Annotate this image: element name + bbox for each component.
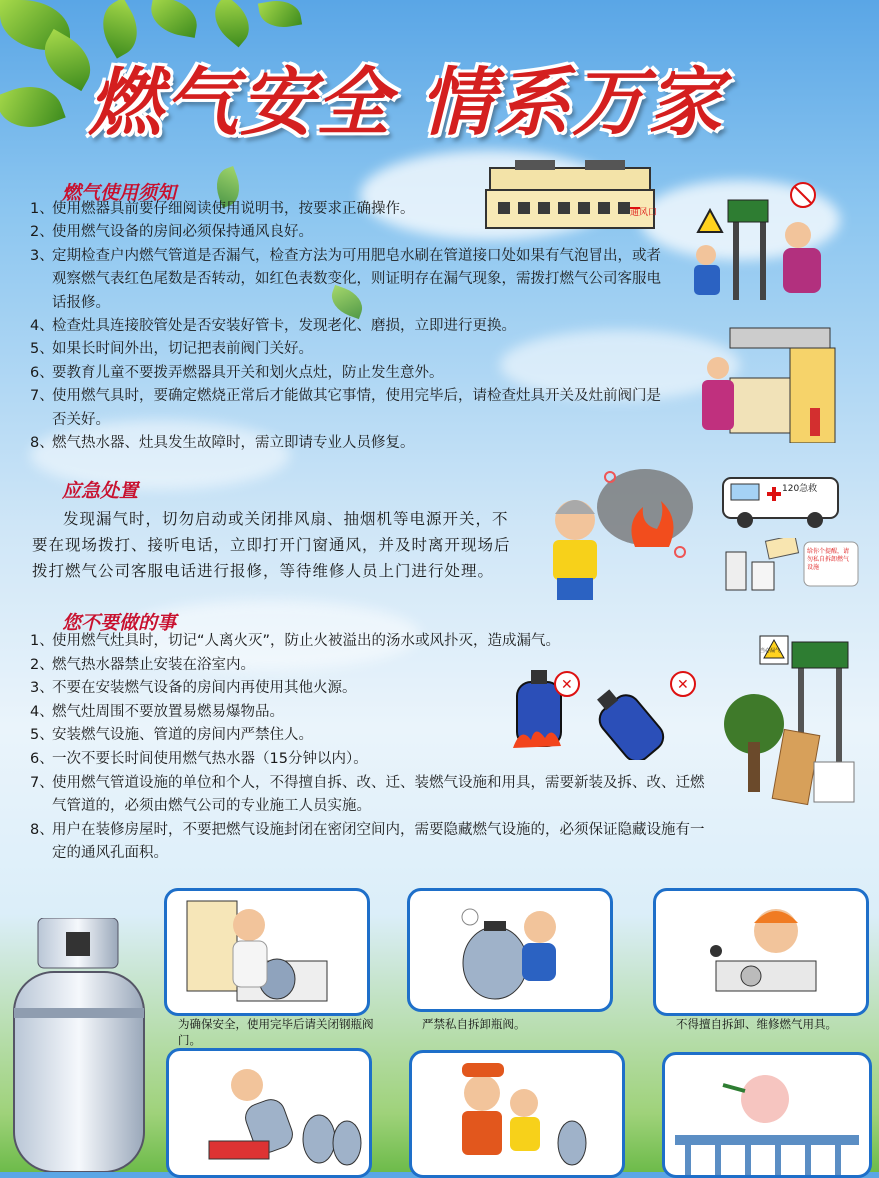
meter-check-illustration bbox=[688, 180, 838, 305]
list-item: 8、 用户在装修房屋时，不要把燃气设施封闭在密闭空间内，需要隐藏燃气设施的，必须保证隐藏设施有一定的通风孔面积。 bbox=[30, 821, 705, 862]
gas-cylinders-warning-illustration bbox=[505, 660, 705, 760]
kitchen-illustration bbox=[690, 318, 840, 443]
list-item: 2、 燃气热水器禁止安装在浴室内。 bbox=[30, 656, 255, 673]
note-card-text: 给你个提醒，请勿私自拆卸燃气设施 bbox=[807, 548, 850, 571]
svg-text:✕: ✕ bbox=[677, 677, 689, 693]
comic-panel-cylinders bbox=[166, 1048, 372, 1178]
list-item: 5、 如果长时间外出，切记把表前阀门关好。 bbox=[30, 341, 313, 358]
list-item: 1、 使用燃气灶具时，切记“人离火灭”，防止火被溢出的汤水或风扑灭，造成漏气。 bbox=[30, 633, 561, 649]
gas-leak-illustration bbox=[535, 462, 695, 607]
emergency-paragraph: 发现漏气时，切勿启动或关闭排风扇、抽烟机等电源开关，不要在现场拨打、接听电话，立即打开门窗通风，并及时离开现场后拨打燃气公司客服电话进行报修，等待维修人员上门进行处理。 bbox=[32, 510, 511, 580]
section-heading-usage: 燃气使用须知 bbox=[62, 182, 177, 204]
comic-panel-balcony bbox=[662, 1052, 872, 1178]
usage-list bbox=[30, 198, 670, 455]
ambulance-label: 120急救 bbox=[782, 484, 818, 494]
vent-label: 通风口 bbox=[630, 208, 658, 218]
section-heading-emergency: 应急处置 bbox=[62, 480, 139, 502]
list-item: 4、 燃气灶周围不要放置易燃易爆物品。 bbox=[30, 703, 284, 720]
caution-sign-text: 当心漏气 bbox=[760, 648, 781, 654]
caption-close-valve: 为确保安全，使用完毕后请关闭钢瓶阀门。 bbox=[178, 1017, 374, 1047]
caption-no-repair: 不得擅自拆卸、维修燃气用具。 bbox=[676, 1017, 837, 1031]
list-item: 5、 安装燃气设施、管道的房间内严禁住人。 bbox=[30, 727, 313, 744]
big-gas-cylinder-illustration bbox=[10, 918, 150, 1172]
comic-panel-no-repair bbox=[653, 888, 869, 1016]
list-item: 4、 检查灶具连接胶管处是否安装好管卡，发现老化、磨损，立即进行更换。 bbox=[30, 318, 516, 335]
poster-title: 燃气安全 情系万家 bbox=[88, 60, 724, 146]
list-item: 1、 使用燃器具前要仔细阅读使用说明书，按要求正确操作。 bbox=[30, 201, 415, 217]
list-item: 8、 燃气热水器、灶具发生故障时，需立即请专业人员修复。 bbox=[30, 435, 415, 452]
list-item: 7、 使用燃气管道设施的单位和个人，不得擅自拆、改、迁、装燃气设施和用具，需要新装及拆、改、迁燃气管道的，必须由燃气公司的专业施工人员实施。 bbox=[30, 774, 705, 815]
list-item: 3、 不要在安装燃气设备的房间内再使用其他火源。 bbox=[30, 680, 357, 697]
comic-panel-no-disassemble bbox=[407, 888, 613, 1012]
svg-text:✕: ✕ bbox=[561, 677, 573, 693]
comic-panel-close-valve bbox=[164, 888, 370, 1016]
list-item: 7、 使用燃气具时，要确定燃烧正常后才能做其它事情，使用完毕后，请检查灶具开关及灶前阀门是否关好。 bbox=[30, 388, 661, 428]
section-heading-donts: 您不要做的事 bbox=[62, 612, 177, 634]
list-item: 6、 要教育儿童不要拨弄燃器具开关和划火点灶，防止发生意外。 bbox=[30, 364, 444, 381]
list-item: 2、 使用燃气设备的房间必须保持通风良好。 bbox=[30, 224, 313, 241]
ambulance-illustration bbox=[715, 460, 855, 530]
comic-panel-workers bbox=[409, 1050, 625, 1178]
list-item: 6、 一次不要长时间使用燃气热水器（15分钟以内）。 bbox=[30, 750, 368, 767]
gas-stove-illustration bbox=[480, 160, 670, 232]
pipe-enclosure-illustration bbox=[718, 632, 868, 832]
caption-no-disassemble: 严禁私自拆卸瓶阀。 bbox=[422, 1017, 526, 1031]
list-item: 3、 定期检查户内燃气管道是否漏气，检查方法为可用肥皂水刷在管道接口处如果有气泡冒出，或者观察燃气表红色尾数是否转动，如红色表数变化，则证明存在漏气现象，需拨打燃气公司客服电话报修。 bbox=[30, 247, 661, 311]
